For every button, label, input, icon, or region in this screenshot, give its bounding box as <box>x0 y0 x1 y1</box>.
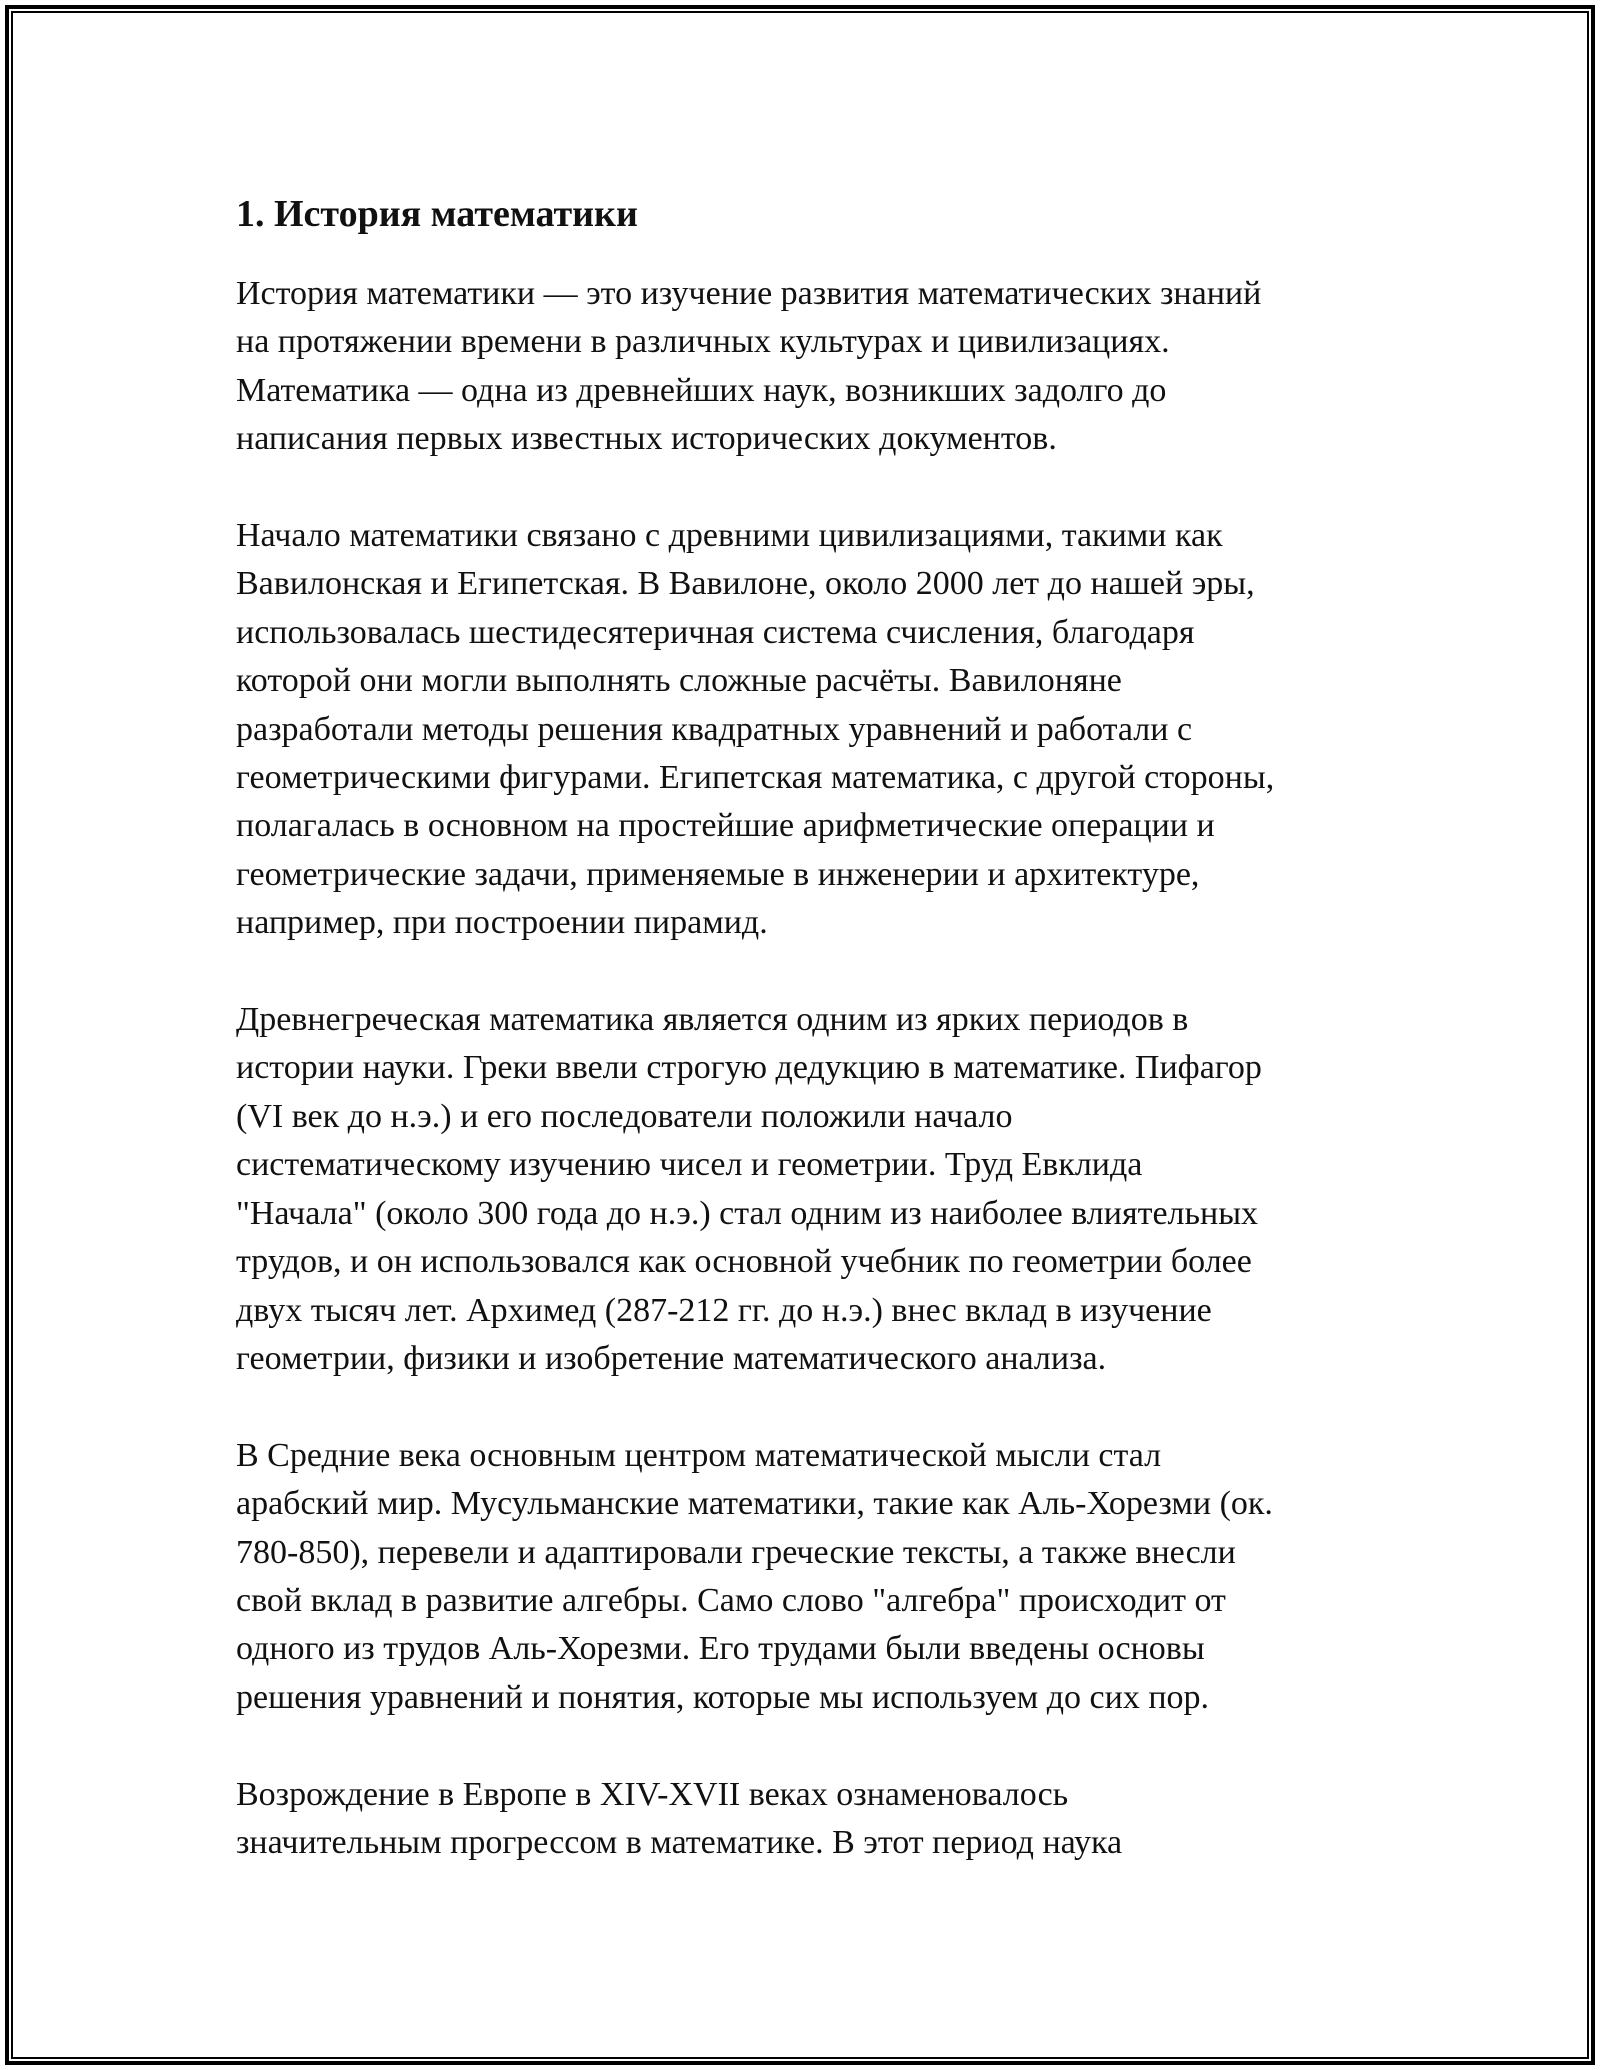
text-line: арабский мир. Мусульманские математики, такие как Аль-Хорезми (ок. <box>236 1485 1273 1523</box>
paragraph-introduction <box>236 270 1376 464</box>
text-line: 780-850), перевели и адаптировали греческие тексты, а также внесли <box>236 1533 1236 1571</box>
text-line: на протяжении времени в различных культурах и цивилизациях. <box>236 323 1170 361</box>
text-line: Древнегреческая математика является одним из ярких периодов в <box>236 1001 1189 1039</box>
text-line: "Начала" (около 300 года до н.э.) стал одним из наиболее влиятельных <box>236 1194 1259 1232</box>
text-line: истории науки. Греки ввели строгую дедукцию в математике. Пифагор <box>236 1049 1262 1087</box>
text-line: геометрии, физики и изобретение математического анализа. <box>236 1339 1107 1377</box>
text-line: Математика — одна из древнейших наук, возникших задолго до <box>236 371 1167 409</box>
text-line: написания первых известных исторических документов. <box>236 420 1057 458</box>
text-line: систематическому изучению чисел и геометрии. Труд Евклида <box>236 1146 1143 1184</box>
text-line: решения уравнений и понятия, которые мы используем до сих пор. <box>236 1678 1210 1716</box>
text-line: использовалась шестидесятеричная система счисления, благодаря <box>236 613 1195 651</box>
text-line: геометрические задачи, применяемые в инженерии и архитектуре, <box>236 855 1200 893</box>
text-line: геометрическими фигурами. Египетская математика, с другой стороны, <box>236 759 1275 797</box>
text-line: (VI век до н.э.) и его последователи положили начало <box>236 1097 1013 1135</box>
text-line: полагалась в основном на простейшие арифметические операции и <box>236 807 1215 845</box>
text-line: Вавилонская и Египетская. В Вавилоне, около 2000 лет до нашей эры, <box>236 565 1255 603</box>
text-line: История математики — это изучение развития математических знаний <box>236 275 1262 312</box>
text-line: В Средние века основным центром математической мысли стал <box>236 1436 1162 1474</box>
document-body <box>236 186 1376 1916</box>
text-line: свой вклад в развитие алгебры. Само слово "алгебра" происходит от <box>236 1581 1226 1619</box>
text-line: трудов, и он использовался как основной учебник по геометрии более <box>236 1243 1252 1281</box>
text-line: например, при построении пирамид. <box>236 904 768 942</box>
paragraph-middle-ages <box>236 1432 1376 1722</box>
paragraph-ancient-civilizations <box>236 512 1376 948</box>
text-line: которой они могли выполнять сложные расчёты. Вавилоняне <box>236 662 1122 700</box>
text-line: двух тысяч лет. Архимед (287-212 гг. до н.э.) внес вклад в изучение <box>236 1291 1212 1329</box>
text-line: разработали методы решения квадратных уравнений и работали с <box>236 710 1193 748</box>
text-line: Возрождение в Европе в XIV-XVII веках ознаменовалось <box>236 1775 1069 1813</box>
text-line: значительным прогрессом в математике. В этот период наука <box>236 1823 1123 1861</box>
paragraph-ancient-greece <box>236 996 1376 1383</box>
text-line: Начало математики связано с древними цивилизациями, такими как <box>236 517 1223 555</box>
text-line: одного из трудов Аль-Хорезми. Его трудами были введены основы <box>236 1630 1205 1668</box>
page-title: 1. История математики <box>236 193 638 235</box>
paragraph-renaissance <box>236 1771 1376 1868</box>
